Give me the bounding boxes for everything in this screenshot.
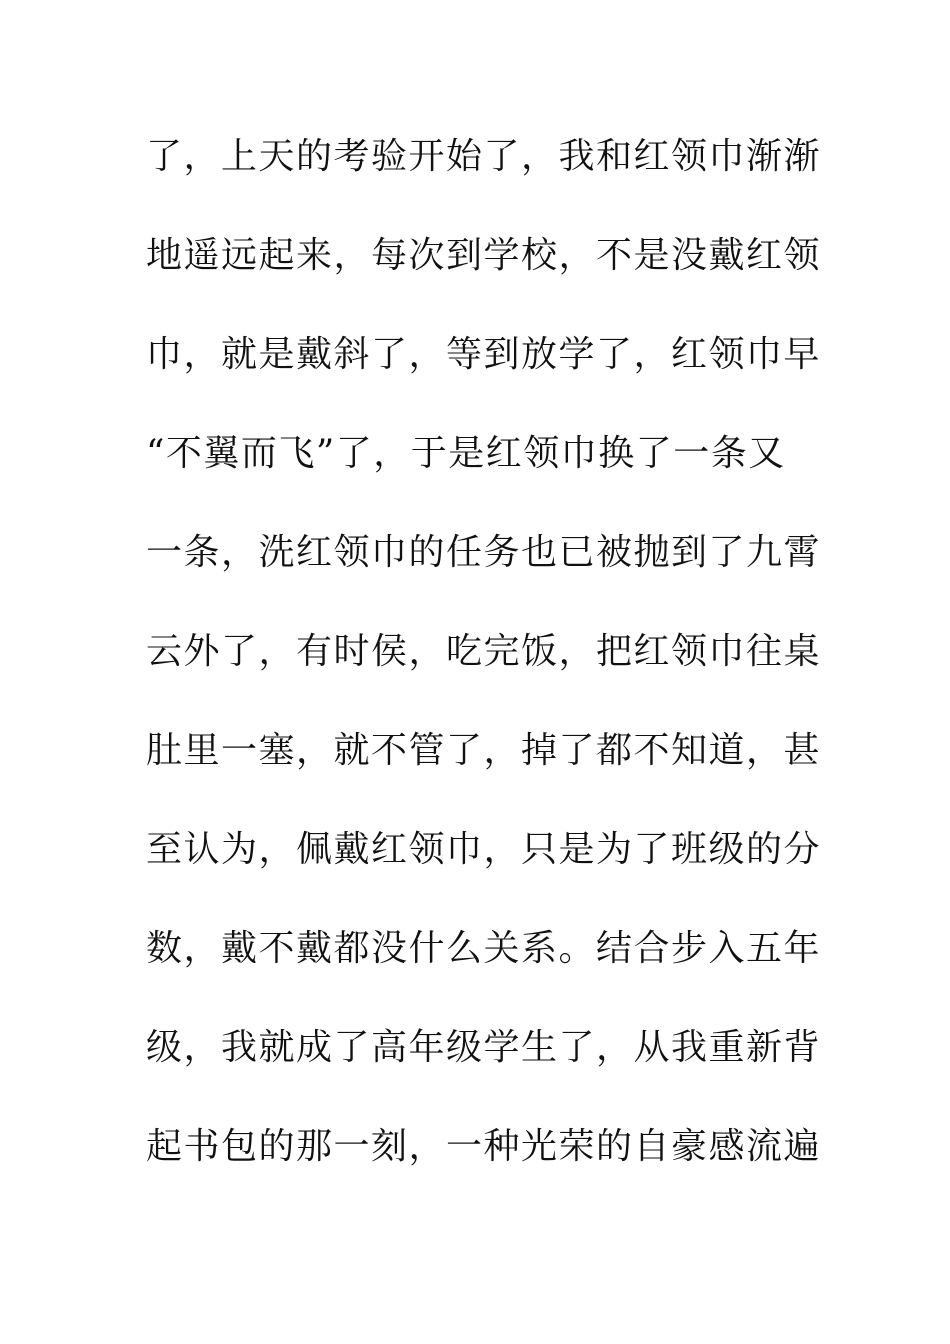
text-line: “不翼而飞”了，于是红领巾换了一条又 <box>146 433 786 474</box>
text-line: 地遥远起来，每次到学校，不是没戴红领 <box>146 235 822 276</box>
text-line: 至认为，佩戴红领巾，只是为了班级的分 <box>146 829 822 870</box>
text-line: 了，上天的考验开始了，我和红领巾渐渐 <box>146 136 822 177</box>
text-line: 一条，洗红领巾的任务也已被抛到了九霄 <box>146 532 822 573</box>
text-line: 巾，就是戴斜了，等到放学了，红领巾早 <box>146 334 822 375</box>
text-line: 级，我就成了高年级学生了，从我重新背 <box>146 1027 822 1068</box>
body-text <box>146 126 822 1215</box>
text-line: 数，戴不戴都没什么关系。结合步入五年 <box>146 928 822 969</box>
text-line: 起书包的那一刻，一种光荣的自豪感流遍 <box>146 1126 822 1167</box>
text-line: 肚里一塞，就不管了，掉了都不知道，甚 <box>146 730 822 771</box>
text-line: 云外了，有时侯，吃完饭，把红领巾往桌 <box>146 631 822 672</box>
